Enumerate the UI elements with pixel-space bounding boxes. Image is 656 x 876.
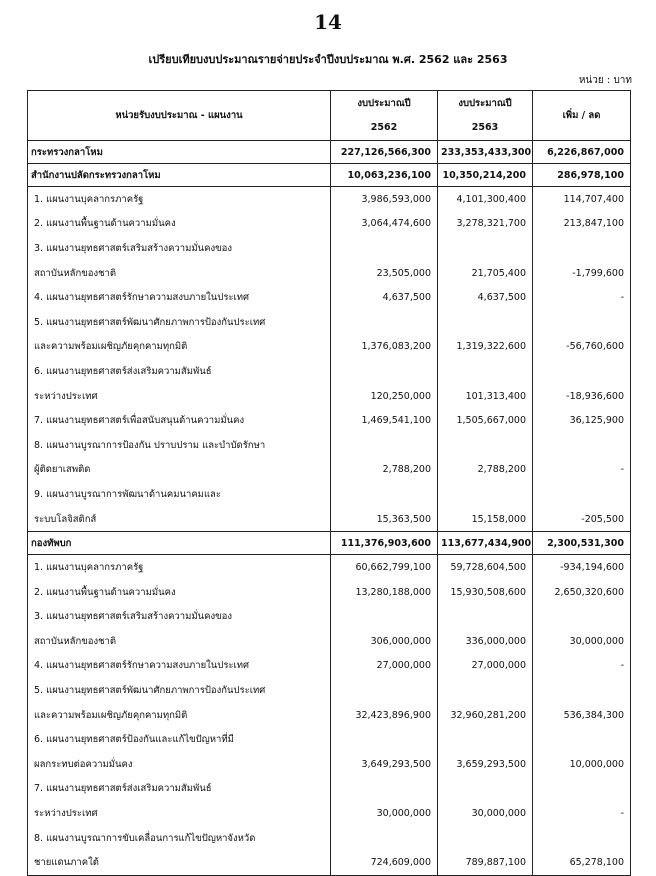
table-row	[28, 580, 631, 605]
value-2562: 111,376,903,600	[331, 532, 438, 555]
row-label: 3. แผนงานยุทธศาสตร์เสริมสร้างความมั่นคงของ	[28, 236, 331, 261]
header-budget-2562	[331, 91, 438, 141]
value-2563: 233,353,433,300	[438, 141, 533, 164]
table-row	[28, 285, 631, 310]
value-2563: 1,505,667,000	[438, 408, 533, 433]
budget-comparison-table	[27, 90, 631, 876]
row-label: 5. แผนงานยุทธศาสตร์พัฒนาศักยภาพการป้องกันประเทศ	[28, 310, 331, 335]
row-label: 4. แผนงานยุทธศาสตร์รักษาความสงบภายในประเทศ	[28, 285, 331, 310]
value-change	[533, 777, 631, 802]
value-change: -	[533, 458, 631, 483]
value-2563	[438, 236, 533, 261]
value-2563	[438, 605, 533, 630]
row-label: ระหว่างประเทศ	[28, 384, 331, 409]
value-2562: 3,649,293,500	[331, 752, 438, 777]
value-2562	[331, 310, 438, 335]
value-2563	[438, 727, 533, 752]
table-row	[28, 801, 631, 826]
value-2562: 724,609,000	[331, 850, 438, 875]
value-2563: 101,313,400	[438, 384, 533, 409]
table-row	[28, 310, 631, 335]
value-2562	[331, 605, 438, 630]
value-2562	[331, 777, 438, 802]
table-row	[28, 384, 631, 409]
table-header-row	[28, 91, 631, 141]
value-2562: 1,376,083,200	[331, 335, 438, 360]
value-change: -205,500	[533, 507, 631, 532]
row-label: สถาบันหลักของชาติ	[28, 261, 331, 286]
value-2562: 60,662,799,100	[331, 555, 438, 580]
table-row	[28, 359, 631, 384]
value-change: 2,300,531,300	[533, 532, 631, 555]
header-budget-2563	[438, 91, 533, 141]
value-change: 114,707,400	[533, 187, 631, 212]
table-row	[28, 408, 631, 433]
value-2563	[438, 777, 533, 802]
value-change	[533, 482, 631, 507]
value-2562	[331, 727, 438, 752]
table-row	[28, 164, 631, 187]
table-row	[28, 654, 631, 679]
value-change: 213,847,100	[533, 212, 631, 237]
header-budget-2563-line2: 2563	[471, 122, 499, 133]
value-2562: 120,250,000	[331, 384, 438, 409]
row-label: ผู้ติดยาเสพติด	[28, 458, 331, 483]
row-label: 5. แผนงานยุทธศาสตร์พัฒนาศักยภาพการป้องกันประเทศ	[28, 678, 331, 703]
row-label: 2. แผนงานพื้นฐานด้านความมั่นคง	[28, 580, 331, 605]
row-label: 3. แผนงานยุทธศาสตร์เสริมสร้างความมั่นคงของ	[28, 605, 331, 630]
value-change	[533, 310, 631, 335]
unit-label: หน่วย : บาท	[578, 75, 632, 86]
value-2563: 1,319,322,600	[438, 335, 533, 360]
value-change: 6,226,867,000	[533, 141, 631, 164]
table-row	[28, 777, 631, 802]
value-2562	[331, 482, 438, 507]
table-row	[28, 752, 631, 777]
value-2563: 4,101,300,400	[438, 187, 533, 212]
value-2562: 227,126,566,300	[331, 141, 438, 164]
value-change: 536,384,300	[533, 703, 631, 728]
value-2563: 15,930,508,600	[438, 580, 533, 605]
table-row	[28, 850, 631, 875]
table-row	[28, 482, 631, 507]
value-2563: 789,887,100	[438, 850, 533, 875]
row-label: กองทัพบก	[28, 532, 331, 555]
table-row	[28, 507, 631, 532]
row-label: สถาบันหลักของชาติ	[28, 629, 331, 654]
row-label: 8. แผนงานบูรณาการขับเคลื่อนการแก้ไขปัญหาจังหวัด	[28, 826, 331, 851]
table-row	[28, 678, 631, 703]
value-change: -934,194,600	[533, 555, 631, 580]
value-2563	[438, 482, 533, 507]
value-2562: 27,000,000	[331, 654, 438, 679]
table-row	[28, 555, 631, 580]
value-2563	[438, 433, 533, 458]
row-label: 1. แผนงานบุคลากรภาครัฐ	[28, 555, 331, 580]
value-2562: 23,505,000	[331, 261, 438, 286]
row-label: ผลกระทบต่อความมั่นคง	[28, 752, 331, 777]
value-2563: 3,659,293,500	[438, 752, 533, 777]
row-label: ระบบโลจิสติกส์	[28, 507, 331, 532]
row-label: ชายแดนภาคใต้	[28, 850, 331, 875]
value-2563: 4,637,500	[438, 285, 533, 310]
value-2563: 10,350,214,200	[438, 164, 533, 187]
table-row	[28, 458, 631, 483]
row-label: 6. แผนงานยุทธศาสตร์ส่งเสริมความสัมพันธ์	[28, 359, 331, 384]
value-2562: 1,469,541,100	[331, 408, 438, 433]
row-label: 9. แผนงานบูรณาการพัฒนาด้านคมนาคมและ	[28, 482, 331, 507]
value-2562	[331, 826, 438, 851]
value-change: 65,278,100	[533, 850, 631, 875]
value-2563: 32,960,281,200	[438, 703, 533, 728]
table-row	[28, 826, 631, 851]
header-change: เพิ่ม / ลด	[533, 91, 631, 141]
row-label: และความพร้อมเผชิญภัยคุกคามทุกมิติ	[28, 703, 331, 728]
value-2563	[438, 310, 533, 335]
row-label: 7. แผนงานยุทธศาสตร์เพื่อสนับสนุนด้านความมั่นคง	[28, 408, 331, 433]
value-2563: 113,677,434,900	[438, 532, 533, 555]
value-2562: 2,788,200	[331, 458, 438, 483]
table-row	[28, 141, 631, 164]
value-2562: 3,064,474,600	[331, 212, 438, 237]
table-row	[28, 433, 631, 458]
value-2563: 15,158,000	[438, 507, 533, 532]
value-2563	[438, 826, 533, 851]
value-2562: 13,280,188,000	[331, 580, 438, 605]
value-2563: 59,728,604,500	[438, 555, 533, 580]
value-2563	[438, 678, 533, 703]
value-2562: 306,000,000	[331, 629, 438, 654]
table-row	[28, 261, 631, 286]
table-row	[28, 236, 631, 261]
value-2563: 30,000,000	[438, 801, 533, 826]
header-budget-2562-line1: งบประมาณปี	[357, 98, 411, 109]
value-2563: 27,000,000	[438, 654, 533, 679]
row-label: 6. แผนงานยุทธศาสตร์ป้องกันและแก้ไขปัญหาที่มี	[28, 727, 331, 752]
page-title: เปรียบเทียบงบประมาณรายจ่ายประจำปีงบประมาณ พ.ศ. 2562 และ 2563	[148, 53, 508, 66]
value-2562	[331, 359, 438, 384]
row-label: 2. แผนงานพื้นฐานด้านความมั่นคง	[28, 212, 331, 237]
value-change: -	[533, 285, 631, 310]
value-2562	[331, 236, 438, 261]
value-change: 36,125,900	[533, 408, 631, 433]
value-2562	[331, 678, 438, 703]
value-change: -	[533, 654, 631, 679]
table-row	[28, 605, 631, 630]
value-2563	[438, 359, 533, 384]
value-change	[533, 605, 631, 630]
header-agency: หน่วยรับงบประมาณ - แผนงาน	[28, 91, 331, 141]
table-body	[28, 141, 631, 876]
value-change: -	[533, 801, 631, 826]
value-2563: 21,705,400	[438, 261, 533, 286]
row-label: 1. แผนงานบุคลากรภาครัฐ	[28, 187, 331, 212]
value-change: -56,760,600	[533, 335, 631, 360]
value-change	[533, 727, 631, 752]
table-row	[28, 532, 631, 555]
header-budget-2562-line2: 2562	[370, 122, 398, 133]
page-number: 14	[314, 10, 342, 34]
row-label: กระทรวงกลาโหม	[28, 141, 331, 164]
value-change	[533, 359, 631, 384]
row-label: สำนักงานปลัดกระทรวงกลาโหม	[28, 164, 331, 187]
table-row	[28, 335, 631, 360]
value-2563: 3,278,321,700	[438, 212, 533, 237]
value-change	[533, 236, 631, 261]
table-row	[28, 727, 631, 752]
value-2563: 336,000,000	[438, 629, 533, 654]
value-2562: 4,637,500	[331, 285, 438, 310]
value-2562	[331, 433, 438, 458]
value-change: 2,650,320,600	[533, 580, 631, 605]
table-row	[28, 187, 631, 212]
value-change	[533, 678, 631, 703]
value-change	[533, 826, 631, 851]
value-2562: 10,063,236,100	[331, 164, 438, 187]
value-2562: 15,363,500	[331, 507, 438, 532]
value-change: -18,936,600	[533, 384, 631, 409]
value-2562: 3,986,593,000	[331, 187, 438, 212]
row-label: 4. แผนงานยุทธศาสตร์รักษาความสงบภายในประเทศ	[28, 654, 331, 679]
value-change: 30,000,000	[533, 629, 631, 654]
value-2562: 30,000,000	[331, 801, 438, 826]
value-change: 286,978,100	[533, 164, 631, 187]
table-row	[28, 629, 631, 654]
row-label: และความพร้อมเผชิญภัยคุกคามทุกมิติ	[28, 335, 331, 360]
value-2563: 2,788,200	[438, 458, 533, 483]
value-change	[533, 433, 631, 458]
value-2562: 32,423,896,900	[331, 703, 438, 728]
value-change: -1,799,600	[533, 261, 631, 286]
table-row	[28, 703, 631, 728]
row-label: ระหว่างประเทศ	[28, 801, 331, 826]
row-label: 8. แผนงานบูรณาการป้องกัน ปราบปราม และบำบัดรักษา	[28, 433, 331, 458]
value-change: 10,000,000	[533, 752, 631, 777]
row-label: 7. แผนงานยุทธศาสตร์ส่งเสริมความสัมพันธ์	[28, 777, 331, 802]
header-budget-2563-line1: งบประมาณปี	[458, 98, 512, 109]
table-row	[28, 212, 631, 237]
